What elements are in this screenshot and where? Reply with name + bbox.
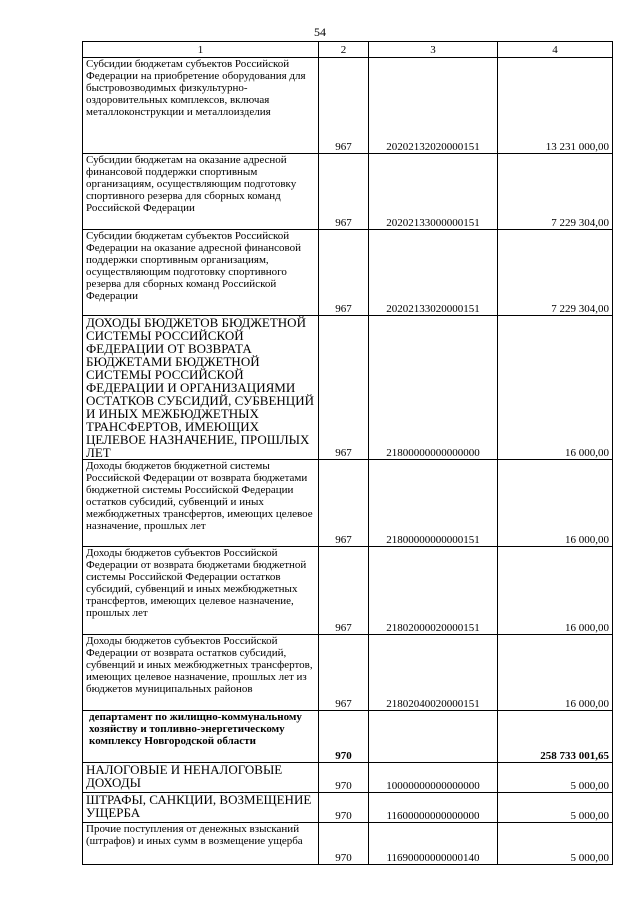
- row-amount: 13 231 000,00: [498, 58, 613, 154]
- row-code: 967: [319, 230, 369, 316]
- row-kbk: 11690000000000140: [369, 823, 498, 865]
- row-name: департамент по жилищно-коммунальному хозяйству и топливно-энергетическому комплексу Новгородской области: [83, 711, 319, 763]
- row-amount: 5 000,00: [498, 763, 613, 793]
- row-code: 970: [319, 823, 369, 865]
- table-row: [83, 823, 613, 865]
- row-name: Прочие поступления от денежных взысканий (штрафов) и иных сумм в возмещение ущерба: [83, 823, 319, 865]
- header-col-3: 3: [369, 42, 498, 58]
- table-row: [83, 763, 613, 793]
- row-name: ДОХОДЫ БЮДЖЕТОВ БЮДЖЕТНОЙ СИСТЕМЫ РОССИЙСКОЙ ФЕДЕРАЦИИ ОТ ВОЗВРАТА БЮДЖЕТАМИ БЮДЖЕТНОЙ СИСТЕМЫ РОССИЙСКОЙ ФЕДЕРАЦИИ И ОРГАНИЗАЦИЯМИ ОСТАТКОВ СУБСИДИЙ, СУБВЕНЦИЙ И ИНЫХ МЕЖБЮДЖЕТНЫХ ТРАНСФЕРТОВ, ИМЕЮЩИХ ЦЕЛЕВОЕ НАЗНАЧЕНИЕ, ПРОШЛЫХ ЛЕТ: [83, 316, 319, 460]
- table-header-row: [83, 42, 613, 58]
- table-body: [83, 58, 613, 865]
- row-kbk: 20202133020000151: [369, 230, 498, 316]
- budget-revenue-table: [82, 41, 613, 865]
- row-kbk: 21802040020000151: [369, 635, 498, 711]
- row-amount: 16 000,00: [498, 547, 613, 635]
- row-name: Доходы бюджетов субъектов Российской Федерации от возврата остатков субсидий, субвенций и иных межбюджетных трансфертов, имеющих целевое назначение, прошлых лет из бюджетов муниципальных районов: [83, 635, 319, 711]
- row-name: НАЛОГОВЫЕ И НЕНАЛОГОВЫЕ ДОХОДЫ: [83, 763, 319, 793]
- row-kbk: 20202132020000151: [369, 58, 498, 154]
- row-kbk: [369, 711, 498, 763]
- table-row: [83, 635, 613, 711]
- row-code: 967: [319, 154, 369, 230]
- table-row: [83, 316, 613, 460]
- table-row: [83, 230, 613, 316]
- table-row: [83, 711, 613, 763]
- row-kbk: 11600000000000000: [369, 793, 498, 823]
- row-kbk: 10000000000000000: [369, 763, 498, 793]
- table-row: [83, 547, 613, 635]
- row-code: 967: [319, 460, 369, 547]
- row-kbk: 21800000000000000: [369, 316, 498, 460]
- row-code: 970: [319, 793, 369, 823]
- row-code: 967: [319, 316, 369, 460]
- row-amount: 16 000,00: [498, 460, 613, 547]
- row-name: ШТРАФЫ, САНКЦИИ, ВОЗМЕЩЕНИЕ УЩЕРБА: [83, 793, 319, 823]
- row-code: 967: [319, 58, 369, 154]
- row-name: Субсидии бюджетам на оказание адресной финансовой поддержки спортивным организациям, осуществляющим подготовку спортивного резерва для сборных команд Российской Федерации: [83, 154, 319, 230]
- row-name: Доходы бюджетов субъектов Российской Федерации от возврата бюджетами бюджетной системы Российской Федерации остатков субсидий, субвенций и иных межбюджетных трансфертов, имеющих целевое назначение, прошлых лет: [83, 547, 319, 635]
- row-kbk: 20202133000000151: [369, 154, 498, 230]
- row-amount: 16 000,00: [498, 316, 613, 460]
- row-code: 970: [319, 711, 369, 763]
- table-row: [83, 58, 613, 154]
- row-amount: 5 000,00: [498, 823, 613, 865]
- row-name: Субсидии бюджетам субъектов Российской Федерации на приобретение оборудования для быстровозводимых физкультурно-оздоровительных комплексов, включая металлоконструкции и металлоизделия: [83, 58, 319, 154]
- row-name: Субсидии бюджетам субъектов Российской Федерации на оказание адресной финансовой поддержки спортивным организациям, осуществляющим подготовку спортивного резерва для сборных команд Российской Федерации: [83, 230, 319, 316]
- row-amount: 7 229 304,00: [498, 230, 613, 316]
- header-col-1: 1: [83, 42, 319, 58]
- row-code: 967: [319, 547, 369, 635]
- row-amount: 7 229 304,00: [498, 154, 613, 230]
- row-amount: 5 000,00: [498, 793, 613, 823]
- row-kbk: 21800000000000151: [369, 460, 498, 547]
- table-row: [83, 793, 613, 823]
- table-row: [83, 154, 613, 230]
- header-col-2: 2: [319, 42, 369, 58]
- row-amount: 16 000,00: [498, 635, 613, 711]
- row-kbk: 21802000020000151: [369, 547, 498, 635]
- row-code: 967: [319, 635, 369, 711]
- table-row: [83, 460, 613, 547]
- page-number: 54: [314, 25, 326, 39]
- header-col-4: 4: [498, 42, 613, 58]
- row-name: Доходы бюджетов бюджетной системы Российской Федерации от возврата бюджетами бюджетной системы Российской Федерации остатков субсидий, субвенций и иных межбюджетных трансфертов, имеющих целевое назначение, прошлых лет: [83, 460, 319, 547]
- row-code: 970: [319, 763, 369, 793]
- row-amount: 258 733 001,65: [498, 711, 613, 763]
